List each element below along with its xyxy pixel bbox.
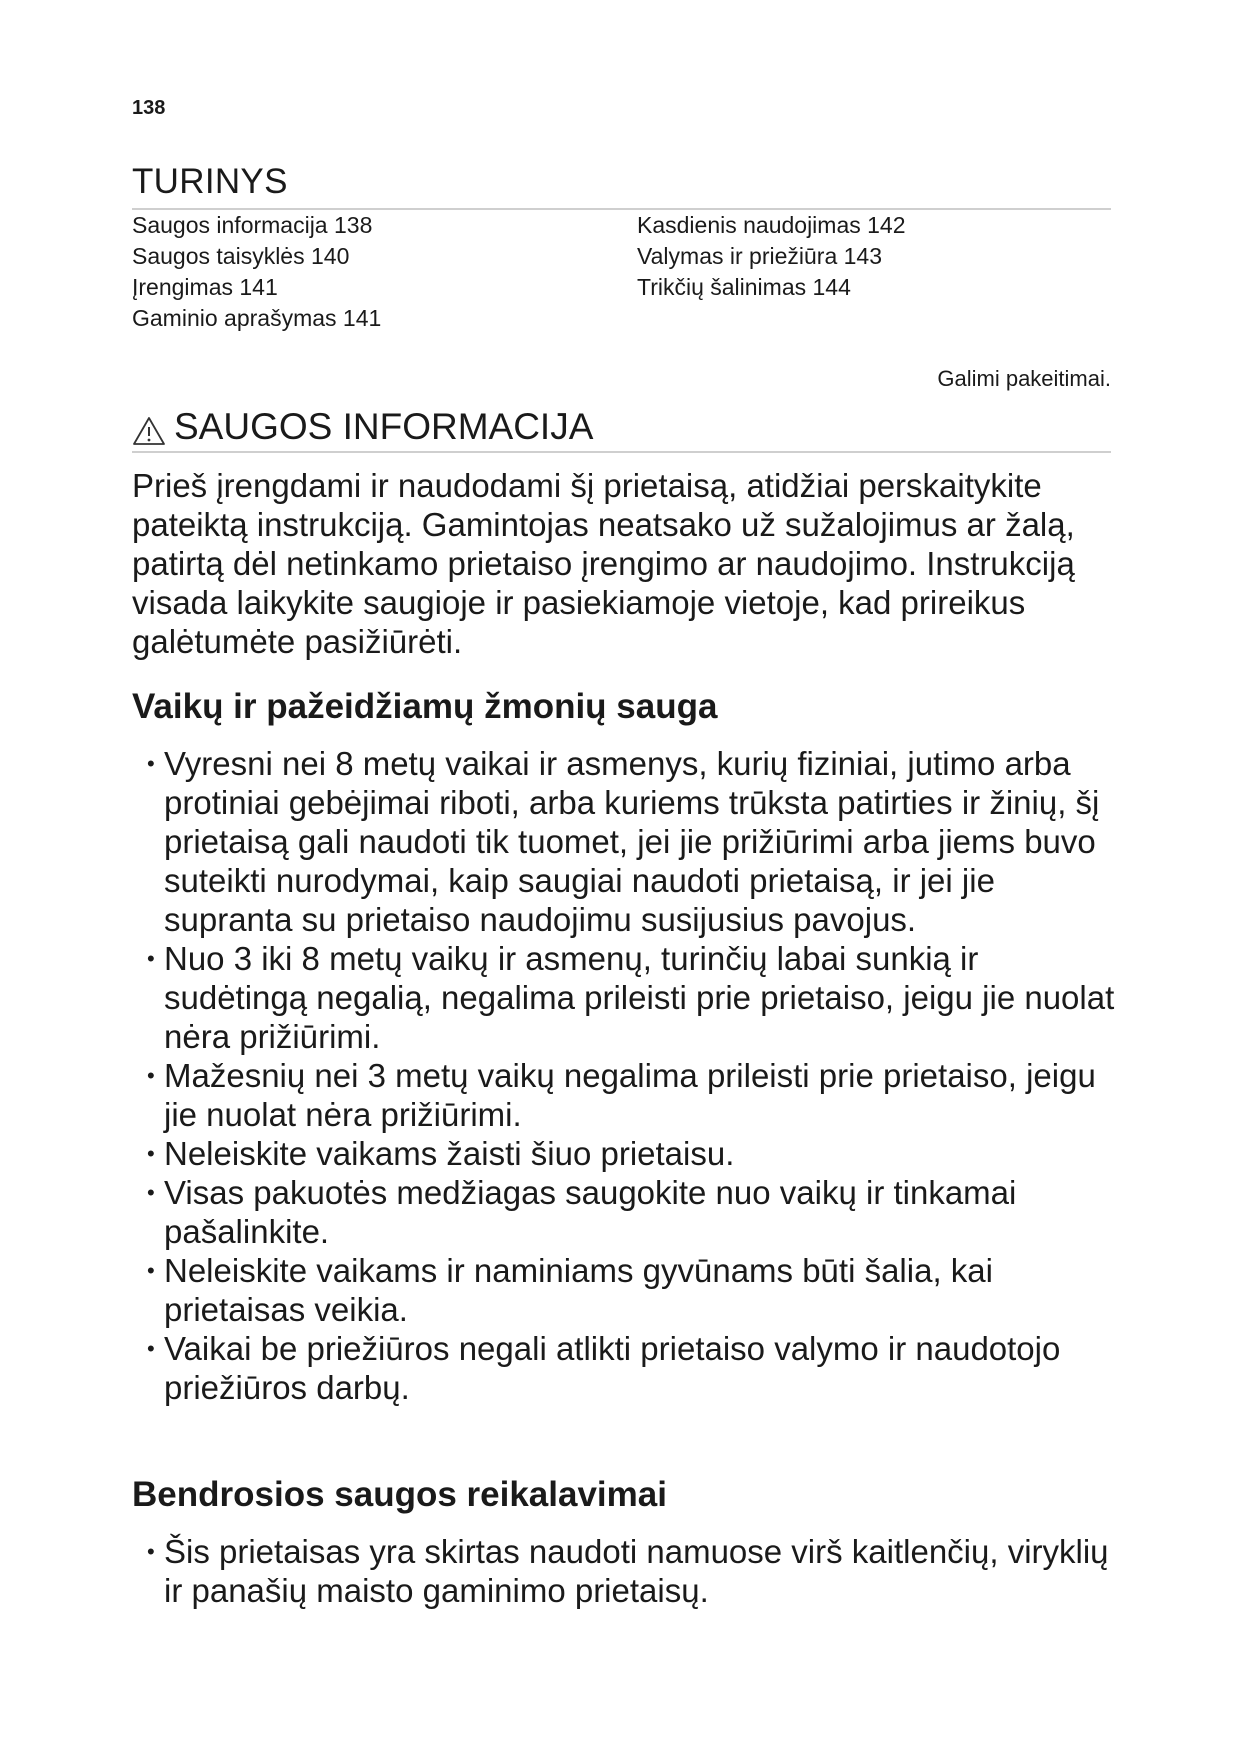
bullet-dot: •: [147, 1063, 155, 1088]
page-number: 138: [132, 97, 166, 119]
list-item-text: Visas pakuotės medžiagas saugokite nuo vaikų ir tinkamai pašalinkite.: [164, 1174, 1017, 1250]
children-safety-list: [132, 744, 1122, 1407]
bullet-dot: •: [147, 1180, 155, 1205]
safety-title-text: SAUGOS INFORMACIJA: [174, 406, 594, 447]
list-item-text: Vyresni nei 8 metų vaikai ir asmenys, kurių fiziniai, jutimo arba protiniai gebėjimai riboti, arba kuriems trūksta patirties ir žinių, šį prietaisą gali naudoti tik tuomet, jei jie prižiūrimi arba jiems buvo suteikti nurodymai, kaip saugiai naudoti prietaisą, ir jei jie supranta su prietaiso naudojimu susijusius pavojus.: [164, 745, 1100, 938]
toc-column-left: [132, 210, 381, 334]
bullet-dot: •: [147, 1258, 155, 1283]
list-item-text: Mažesnių nei 3 metų vaikų negalima prileisti prie prietaiso, jeigu jie nuolat nėra prižiūrimi.: [164, 1057, 1096, 1133]
list-item: [132, 1251, 1122, 1329]
toc-item[interactable]: Saugos informacija 138: [132, 212, 373, 238]
list-item: [132, 939, 1122, 1056]
list-item: [132, 1056, 1122, 1134]
list-item-text: Neleiskite vaikams žaisti šiuo prietaisu.: [164, 1135, 735, 1172]
list-item: [132, 1532, 1122, 1610]
list-item-text: Neleiskite vaikams ir naminiams gyvūnams būti šalia, kai prietaisas veikia.: [164, 1252, 993, 1328]
bullet-dot: •: [147, 1141, 155, 1166]
bullet-dot: •: [147, 1336, 155, 1361]
safety-section-title: [132, 405, 593, 449]
list-item-text: Nuo 3 iki 8 metų vaikų ir asmenų, turinčių labai sunkią ir sudėtingą negalią, negalima prileisti prie prietaiso, jeigu jie nuolat nėra prižiūrimi.: [164, 940, 1115, 1055]
bullet-dot: •: [147, 751, 155, 776]
list-item: [132, 744, 1122, 939]
toc-item[interactable]: Įrengimas 141: [132, 274, 278, 300]
general-safety-heading: Bendrosios saugos reikalavimai: [132, 1475, 667, 1514]
toc-title: TURINYS: [132, 162, 288, 201]
list-item: [132, 1134, 1122, 1173]
children-safety-heading: Vaikų ir pažeidžiamų žmonių sauga: [132, 687, 718, 726]
toc-item[interactable]: Saugos taisyklės 140: [132, 243, 350, 269]
warning-triangle-icon: [132, 412, 166, 442]
bullet-dot: •: [147, 1539, 155, 1564]
bullet-dot: •: [147, 946, 155, 971]
toc-item[interactable]: Gaminio aprašymas 141: [132, 305, 382, 331]
general-safety-list: [132, 1532, 1122, 1610]
safety-divider: [132, 451, 1111, 453]
toc-item[interactable]: Kasdienis naudojimas 142: [637, 212, 906, 238]
list-item-text: Šis prietaisas yra skirtas naudoti namuose virš kaitlenčių, viryklių ir panašių maisto gaminimo prietaisų.: [164, 1533, 1109, 1609]
list-item-text: Vaikai be priežiūros negali atlikti prietaiso valymo ir naudotojo priežiūros darbų.: [164, 1330, 1061, 1406]
toc-item[interactable]: Trikčių šalinimas 144: [637, 274, 851, 300]
list-item: [132, 1173, 1122, 1251]
list-item: [132, 1329, 1122, 1407]
toc-column-right: [637, 210, 906, 303]
changes-note: Galimi pakeitimai.: [937, 366, 1111, 391]
safety-intro-paragraph: Prieš įrengdami ir naudodami šį prietaisą, atidžiai perskaitykite pateiktą instrukciją. Gamintojas neatsako už sužalojimus ar žalą, patirtą dėl netinkamo prietaiso įrengimo ar naudojimo. Instrukciją visada laikykite saugioje ir pasiekiamoje vietoje, kad prireikus galėtumėte pasižiūrėti.: [132, 467, 1075, 660]
toc-item[interactable]: Valymas ir priežiūra 143: [637, 243, 883, 269]
